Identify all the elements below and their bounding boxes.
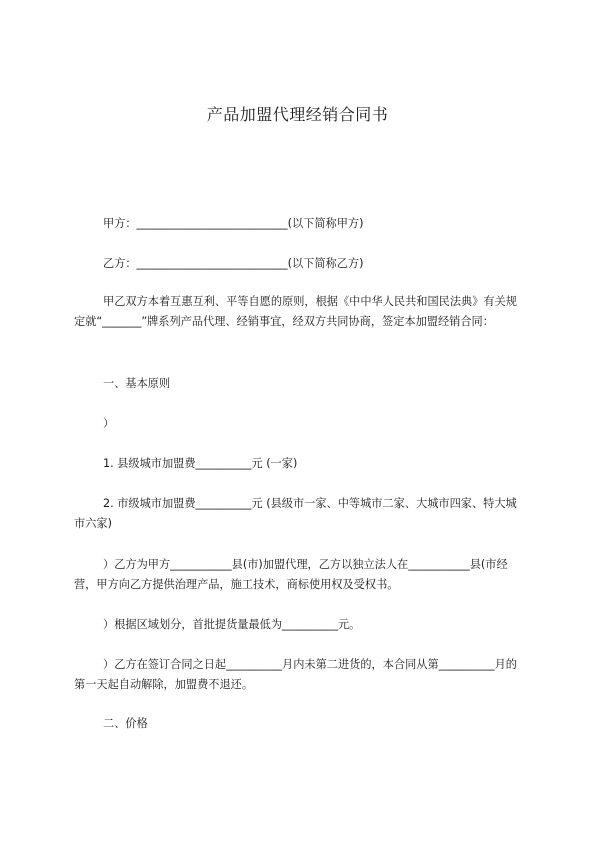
section-heading-basic-principles: 一、基本原则 <box>103 377 171 390</box>
section-heading-price: 二、价格 <box>103 717 148 730</box>
clause-item-2: 2. 市级城市加盟费__________元 (县级市一家、中等城市二家、大城市四家、特大城市六家) <box>74 497 517 530</box>
clause-item-4: ）根据区域划分，首批提货量最低为__________元。 <box>103 618 361 631</box>
clause-item-3: ）乙方为甲方___________县(市)加盟代理，乙方以独立法人在___________县(市经营，甲方向乙方提供治理产品，施工技术，商标使用权及受权书。 <box>74 558 508 591</box>
paren-line: ） <box>103 417 115 430</box>
party-b-line: 乙方：___________________________(以下简称乙方) <box>103 257 364 270</box>
party-a-line: 甲方：___________________________(以下简称甲方) <box>103 217 364 230</box>
clause-item-1: 1. 县级城市加盟费__________元 (一家) <box>103 457 298 470</box>
clause-item-5: ）乙方在签订合同之日起__________月内未第二进货的，本合同从第__________月的第一天起自动解除，加盟费不退还。 <box>74 658 517 691</box>
intro-paragraph: 甲乙双方本着互惠互利、平等自愿的原则，根据《中中华人民共和国民法典》有关规定就“_______”牌系列产品代理、经销事宜，经双方共同协商，签定本加盟经销合同： <box>74 295 517 328</box>
document-title: 产品加盟代理经销合同书 <box>206 105 389 124</box>
